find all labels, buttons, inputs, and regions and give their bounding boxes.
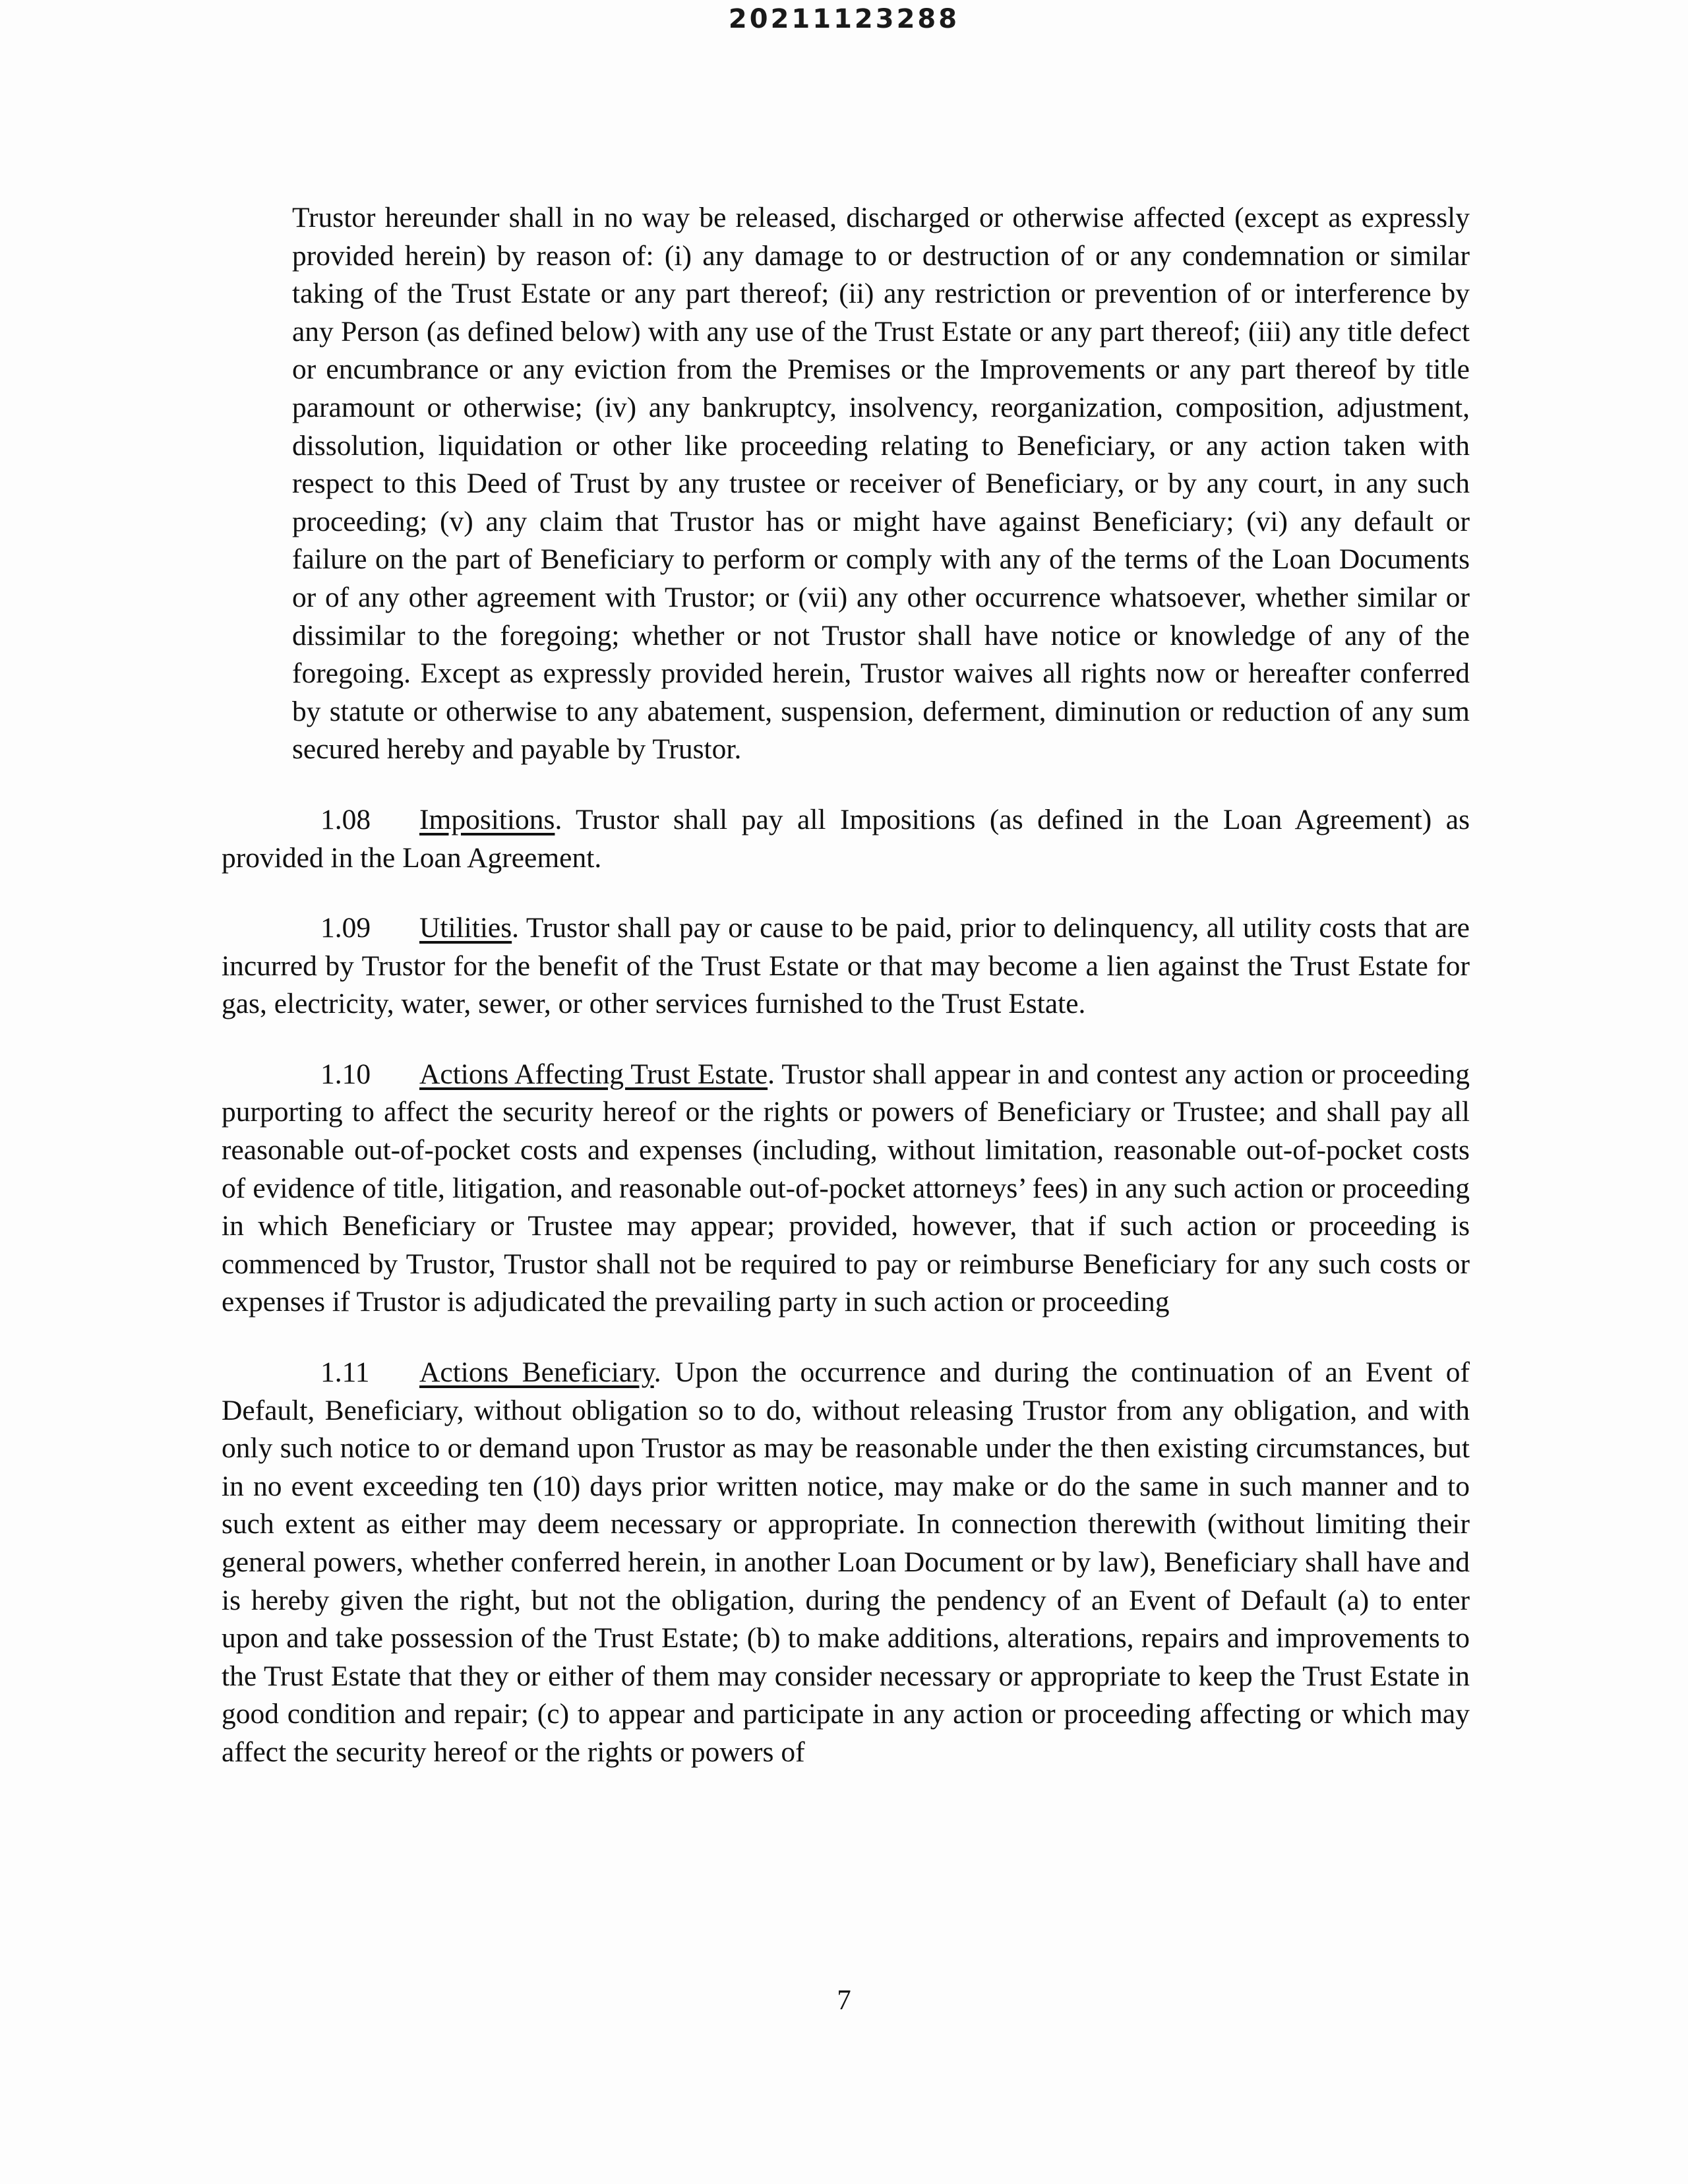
section-text: . Trustor shall pay all Impositions (as defined in the Loan Agreement) as provided in the Loan Agreement.	[222, 803, 1470, 874]
section-1-11	[222, 1354, 1470, 1772]
section-1-08	[222, 801, 1470, 877]
section-number: 1.09	[320, 912, 371, 944]
recording-number: 20211123288	[728, 4, 960, 34]
section-text: . Trustor shall pay or cause to be paid, prior to delinquency, all utility costs that are incurred by Trustor for the benefit of the Trust Estate or that may become a lien against the Trust Estate for gas, electricity, water, sewer, or other services furnished to the Trust Estate.	[222, 912, 1470, 1020]
section-text: . Trustor shall appear in and contest any action or proceeding purporting to affect the security hereof or the rights or powers of Beneficiary or Trustee; and shall pay all reasonable out-of-pocket costs and expenses (including, without limitation, reasonable out-of-pocket costs of evidence of title, litigation, and reasonable out-of-pocket attorneys’ fees) in any such action or proceeding in which Beneficiary or Trustee may appear; provided, however, that if such action or proceeding is commenced by Trustor, Trustor shall not be required to pay or reimburse Beneficiary for any such costs or expenses if Trustor is adjudicated the prevailing party in such action or proceeding	[222, 1058, 1470, 1318]
document-body	[222, 199, 1470, 1772]
section-1-10	[222, 1056, 1470, 1321]
section-title: Actions Affecting Trust Estate	[419, 1058, 768, 1090]
continued-paragraph: Trustor hereunder shall in no way be released, discharged or otherwise affected (except as expressly provided herein) by reason of: (i) any damage to or destruction of or any condemnation or similar taking of the Trust Estate or any part thereof; (ii) any restriction or prevention of or interference by any Person (as defined below) with any use of the Trust Estate or any part thereof; (iii) any title defect or encumbrance or any eviction from the Premises or the Improvements or any part thereof by title paramount or otherwise; (iv) any bankruptcy, insolvency, reorganization, composition, adjustment, dissolution, liquidation or other like proceeding relating to Beneficiary, or any action taken with respect to this Deed of Trust by any trustee or receiver of Beneficiary, or by any court, in any such proceeding; (v) any claim that Trustor has or might have against Beneficiary; (vi) any default or failure on the part of Beneficiary to perform or comply with any of the terms of the Loan Documents or of any other agreement with Trustor; or (vii) any other occurrence whatsoever, whether similar or dissimilar to the foregoing; whether or not Trustor shall have notice or knowledge of any of the foregoing. Except as expressly provided herein, Trustor waives all rights now or hereafter conferred by statute or otherwise to any abatement, suspension, deferment, diminution or reduction of any sum secured hereby and payable by Trustor.	[292, 202, 1470, 766]
section-title: Actions Beneficiary	[419, 1356, 654, 1389]
section-text: . Upon the occurrence and during the continuation of an Event of Default, Beneficiary, without obligation so to do, without releasing Trustor from any obligation, and with only such notice to or demand upon Trustor as may be reasonable under the then existing circumstances, but in no event exceeding ten (10) days prior written notice, may make or do the same in such manner and to such extent as either may deem necessary or appropriate. In connection therewith (without limiting their general powers, whether conferred herein, in another Loan Document or by law), Beneficiary shall have and is hereby given the right, but not the obligation, during the pendency of an Event of Default (a) to enter upon and take possession of the Trust Estate; (b) to make additions, alterations, repairs and improvements to the Trust Estate that they or either of them may consider necessary or appropriate to keep the Trust Estate in good condition and repair; (c) to appear and participate in any action or proceeding affecting or which may affect the security hereof or the rights or powers of	[222, 1356, 1470, 1768]
section-1-09	[222, 909, 1470, 1023]
section-number: 1.08	[320, 803, 371, 835]
section-number: 1.11	[320, 1356, 370, 1389]
section-title: Impositions	[419, 803, 555, 835]
page-number: 7	[837, 1985, 851, 2016]
section-title: Utilities	[419, 912, 512, 944]
section-number: 1.10	[320, 1058, 371, 1090]
